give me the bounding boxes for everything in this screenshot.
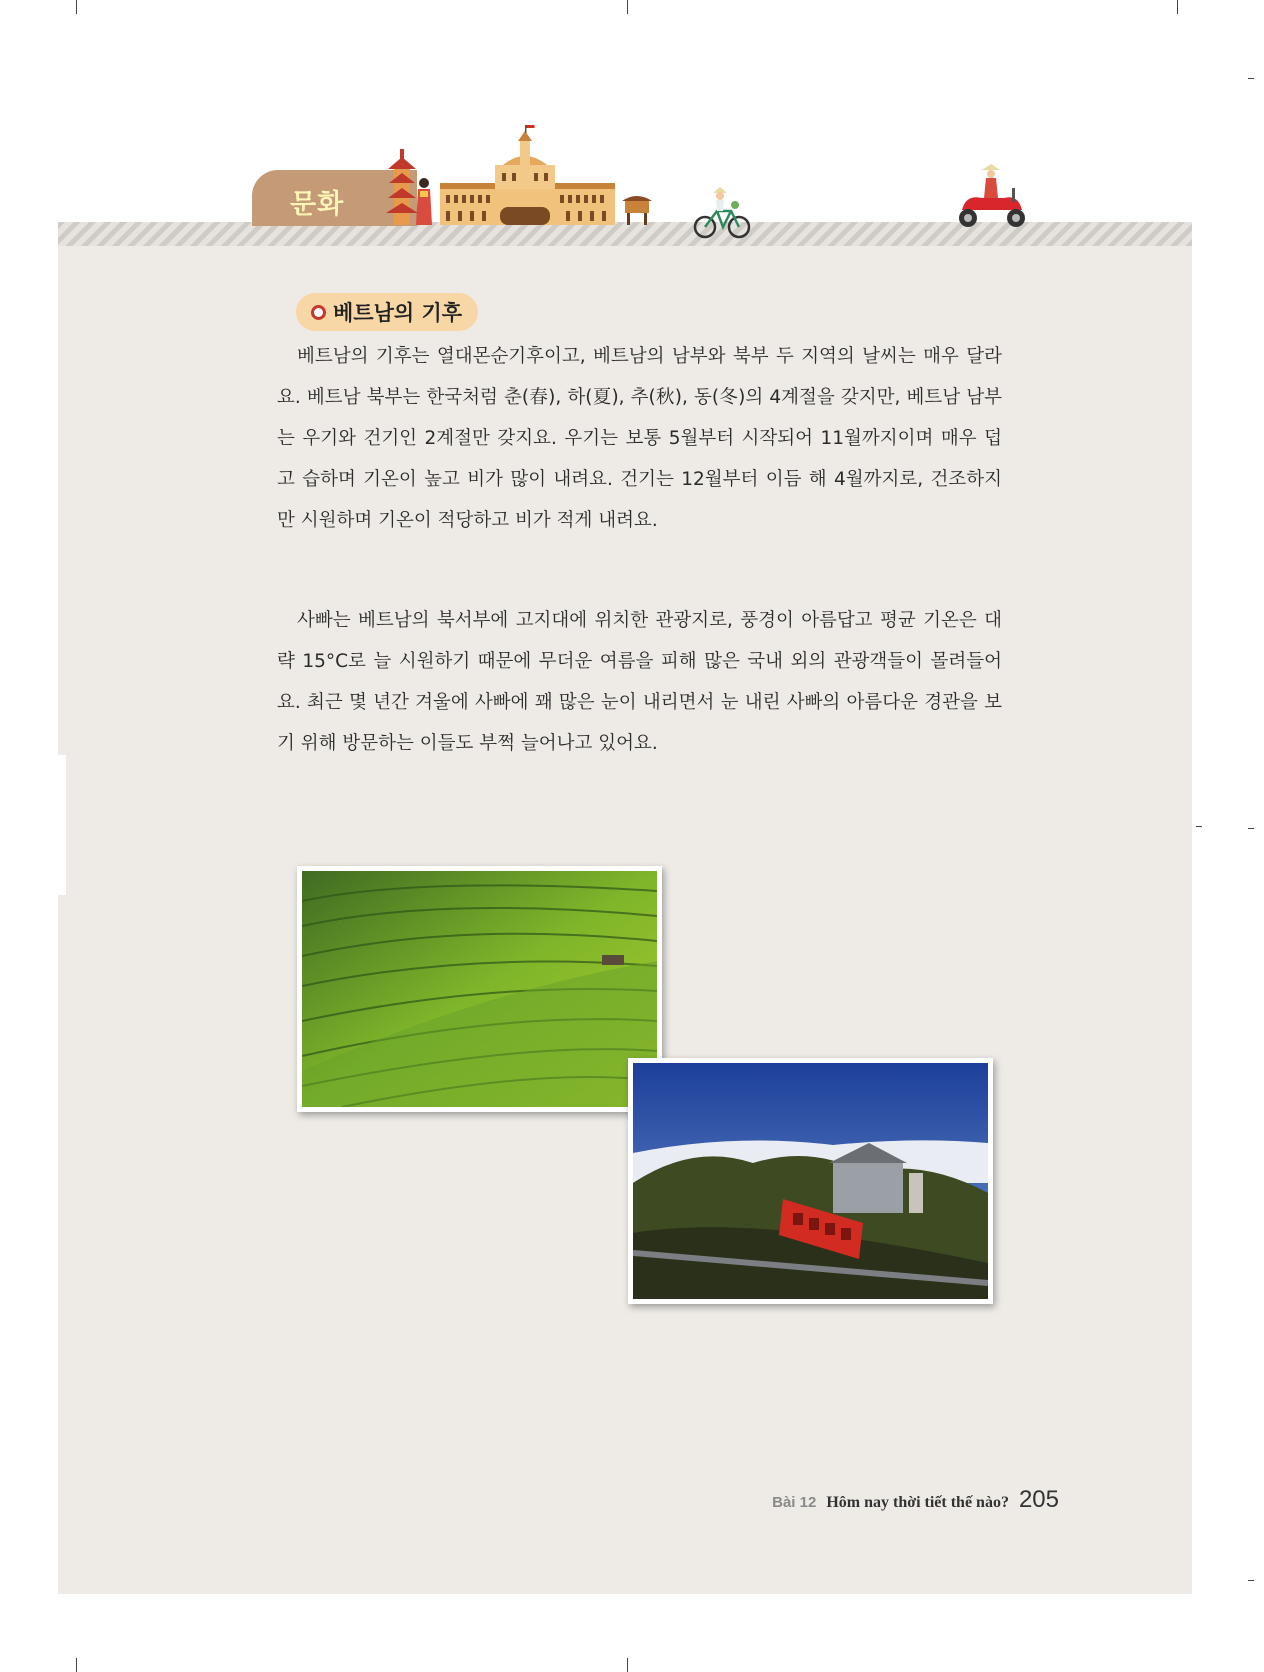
stilt-house-icon	[622, 196, 652, 225]
scooter-rider-icon	[952, 164, 1032, 234]
city-hall-icon	[440, 125, 615, 225]
crop-mark	[627, 1658, 628, 1672]
page-number: 205	[1018, 1486, 1059, 1513]
crop-mark	[76, 0, 77, 14]
page-footer	[772, 1486, 1059, 1514]
rice-terrace-photo	[297, 866, 662, 1112]
pagoda-icon	[386, 149, 418, 225]
woman-in-ao-dai-icon	[416, 178, 432, 225]
topic-heading-pill	[296, 293, 478, 331]
crop-mark	[1177, 0, 1178, 14]
paragraph-text: 베트남의 기후는 열대몬순기후이고, 베트남의 남부와 북부 두 지역의 날씨는 매우 달라요. 베트남 북부는 한국처럼 춘(春), 하(夏), 추(秋), 동(冬)의 4계절을 갖지만, 베트남 남부는 우기와 건기인 2계절만 갖지요. 우기는 보통 5월부터 시작되어 11월까지이며 매우 덥고 습하며 기온이 높고 비가 많이 내려요. 건기는 12월부터 이듬 해 4월까지로, 건조하지만 시원하며 기온이 적당하고 비가 적게 내려요.	[277, 346, 1002, 531]
lesson-number: Bài 12	[772, 1494, 817, 1511]
crop-mark	[1196, 826, 1202, 827]
lesson-title: Hôm nay thời tiết thế nào?	[826, 1494, 1009, 1511]
margin-notch	[58, 755, 66, 895]
crop-mark	[76, 1658, 77, 1672]
crop-mark	[1248, 828, 1254, 829]
bicycle-rider-icon	[693, 183, 753, 243]
crop-mark	[627, 0, 628, 14]
culture-tab-label: 문화	[290, 189, 345, 220]
mountain-railway-photo	[628, 1058, 993, 1304]
crop-mark	[1248, 78, 1254, 79]
paragraph-text: 사빠는 베트남의 북서부에 고지대에 위치한 관광지로, 풍경이 아름답고 평균 기온은 대략 15°C로 늘 시원하기 때문에 무더운 여름을 피해 많은 국내 외의 관광객들이 몰려들어요. 최근 몇 년간 겨울에 사빠에 꽤 많은 눈이 내리면서 눈 내린 사빠의 아름다운 경관을 보기 위해 방문하는 이들도 부쩍 늘어나고 있어요.	[277, 610, 1002, 754]
vietnam-skyline-illustration	[370, 125, 660, 225]
sapa-paragraph	[277, 600, 1002, 764]
crop-mark	[1248, 1580, 1254, 1581]
topic-heading: 베트남의 기후	[333, 301, 463, 325]
bullet-ring-icon	[311, 305, 326, 320]
climate-paragraph	[277, 336, 1002, 541]
